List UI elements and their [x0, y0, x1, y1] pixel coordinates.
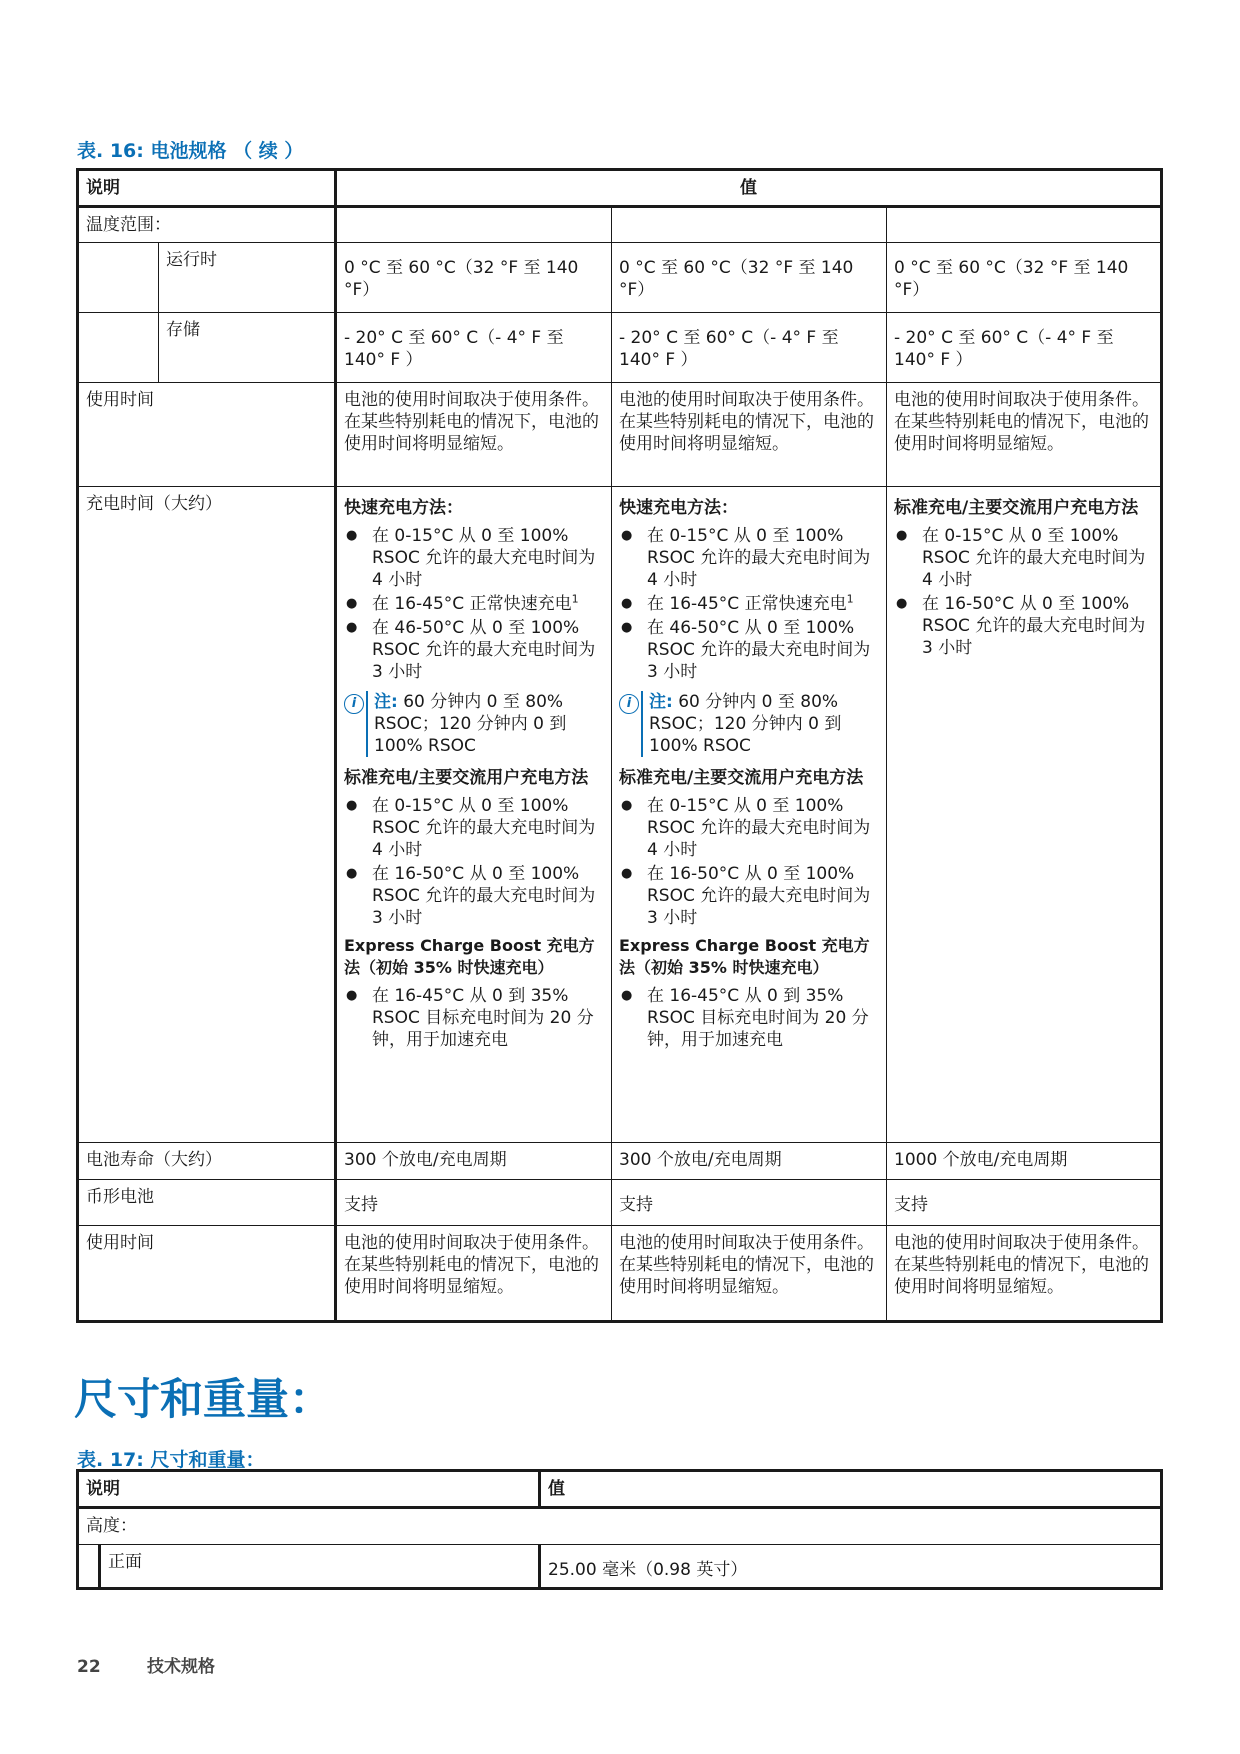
table-row	[78, 207, 1162, 243]
table-row	[78, 1508, 1162, 1545]
table-header-row	[78, 170, 1162, 207]
usage-time-value: 电池的使用时间取决于使用条件。在某些特别耗电的情况下，电池的使用时间将明显缩短。	[336, 383, 612, 487]
table-row	[78, 383, 1162, 487]
standard-charge-title: 标准充电/主要交流用户充电方法	[344, 768, 589, 788]
header-value: 值	[540, 1471, 1162, 1508]
charge-col-3	[887, 487, 1162, 1143]
usage-time-value: 电池的使用时间取决于使用条件。在某些特别耗电的情况下，电池的使用时间将明显缩短。	[887, 383, 1162, 487]
battery-life-value: 300 个放电/充电周期	[336, 1143, 612, 1180]
temp-range-label: 温度范围：	[78, 207, 336, 243]
note-box	[619, 691, 879, 757]
note-text: 60 分钟内 0 至 80% RSOC；120 分钟内 0 到 100% RSOC	[649, 692, 842, 756]
battery-spec-table	[76, 168, 1163, 1323]
battery-life-value: 300 个放电/充电周期	[612, 1143, 887, 1180]
dimensions-table	[76, 1469, 1163, 1590]
list-item: ● 在 46-50°C 从 0 至 100% RSOC 允许的最大充电时间为 3 小时	[619, 617, 879, 683]
usage-time-label: 使用时间	[78, 383, 336, 487]
table-header-row	[78, 1471, 1162, 1508]
list-item: ● 在 16-45°C 从 0 到 35% RSOC 目标充电时间为 20 分钟，用于加速充电	[619, 985, 879, 1051]
operating-value: 0 °C 至 60 °C（32 °F 至 140 °F）	[612, 243, 887, 313]
list-item: ● 在 0-15°C 从 0 至 100% RSOC 允许的最大充电时间为 4 小时	[619, 795, 879, 861]
list-item: ● 在 16-50°C 从 0 至 100% RSOC 允许的最大充电时间为 3 小时	[894, 593, 1153, 659]
page-number: 22	[77, 1657, 101, 1677]
footnote-mark: 1	[846, 592, 854, 606]
info-icon: i	[344, 694, 364, 714]
operating-value: 0 °C 至 60 °C（32 °F 至 140 °F）	[887, 243, 1162, 313]
table-row	[78, 1226, 1162, 1322]
section-title: 尺寸和重量：	[74, 1375, 332, 1425]
list-item: ● 在 46-50°C 从 0 至 100% RSOC 允许的最大充电时间为 3 小时	[344, 617, 604, 683]
table-16-caption: 表. 16: 电池规格 （ 续 ）	[77, 140, 304, 162]
note-title: 注:	[374, 692, 398, 712]
note-text: 60 分钟内 0 至 80% RSOC；120 分钟内 0 到 100% RSOC	[374, 692, 567, 756]
standard-charge-title: 标准充电/主要交流用户充电方法	[894, 498, 1139, 518]
list-item: ● 在 0-15°C 从 0 至 100% RSOC 允许的最大充电时间为 4 小时	[344, 525, 604, 591]
table-row	[78, 243, 1162, 313]
header-desc: 说明	[78, 1471, 540, 1508]
charge-col-2	[612, 487, 887, 1143]
list-item: ● 在 0-15°C 从 0 至 100% RSOC 允许的最大充电时间为 4 小时	[894, 525, 1153, 591]
list-item: ● 在 16-45°C 从 0 到 35% RSOC 目标充电时间为 20 分钟，用于加速充电	[344, 985, 604, 1051]
usage-time-value: 电池的使用时间取决于使用条件。在某些特别耗电的情况下，电池的使用时间将明显缩短。	[612, 383, 887, 487]
table-17-caption: 表. 17: 尺寸和重量：	[77, 1449, 265, 1471]
storage-label: 存储	[159, 313, 336, 383]
storage-value: - 20° C 至 60° C（- 4° F 至 140° F ）	[336, 313, 612, 383]
footer-section: 技术规格	[147, 1657, 215, 1677]
coin-cell-value: 支持	[887, 1180, 1162, 1226]
battery-life-label: 电池寿命（大约）	[78, 1143, 336, 1180]
coin-cell-value: 支持	[612, 1180, 887, 1226]
standard-charge-title: 标准充电/主要交流用户充电方法	[619, 768, 864, 788]
list-item: ● 在 16-50°C 从 0 至 100% RSOC 允许的最大充电时间为 3 小时	[344, 863, 604, 929]
usage-time-label: 使用时间	[78, 1226, 336, 1322]
coin-cell-value: 支持	[336, 1180, 612, 1226]
footnote-mark: 1	[571, 592, 579, 606]
operating-label: 运行时	[159, 243, 336, 313]
info-icon: i	[619, 694, 639, 714]
charge-time-label: 充电时间（大约）	[78, 487, 336, 1143]
table-row	[78, 1180, 1162, 1226]
storage-value: - 20° C 至 60° C（- 4° F 至 140° F ）	[612, 313, 887, 383]
list-item: ● 在 16-45°C 正常快速充电$^1$	[619, 593, 879, 615]
usage-time-value: 电池的使用时间取决于使用条件。在某些特别耗电的情况下，电池的使用时间将明显缩短。	[612, 1226, 887, 1322]
express-charge-title: Express Charge Boost 充电方法（初始 35% 时快速充电）	[344, 936, 595, 977]
fast-charge-title: 快速充电方法：	[619, 498, 738, 518]
list-item: ● 在 16-50°C 从 0 至 100% RSOC 允许的最大充电时间为 3 小时	[619, 863, 879, 929]
table-row	[78, 313, 1162, 383]
usage-time-value: 电池的使用时间取决于使用条件。在某些特别耗电的情况下，电池的使用时间将明显缩短。	[336, 1226, 612, 1322]
table-row	[78, 1143, 1162, 1180]
table-row	[78, 1545, 1162, 1589]
charge-col-1	[336, 487, 612, 1143]
page-footer	[77, 1652, 215, 1677]
coin-cell-label: 币形电池	[78, 1180, 336, 1226]
storage-value: - 20° C 至 60° C（- 4° F 至 140° F ）	[887, 313, 1162, 383]
list-item: ● 在 0-15°C 从 0 至 100% RSOC 允许的最大充电时间为 4 小时	[619, 525, 879, 591]
operating-value: 0 °C 至 60 °C（32 °F 至 140 °F）	[336, 243, 612, 313]
front-value: 25.00 毫米（0.98 英寸）	[540, 1545, 1162, 1589]
front-label: 正面	[100, 1545, 540, 1589]
battery-life-value: 1000 个放电/充电周期	[887, 1143, 1162, 1180]
note-box	[344, 691, 604, 757]
height-label: 高度：	[78, 1508, 1162, 1545]
list-item: ● 在 16-45°C 正常快速充电$^1$	[344, 593, 604, 615]
header-desc: 说明	[78, 170, 336, 207]
header-value: 值	[336, 170, 1162, 207]
fast-charge-title: 快速充电方法：	[344, 498, 463, 518]
express-charge-title: Express Charge Boost 充电方法（初始 35% 时快速充电）	[619, 936, 870, 977]
list-item: ● 在 0-15°C 从 0 至 100% RSOC 允许的最大充电时间为 4 小时	[344, 795, 604, 861]
usage-time-value: 电池的使用时间取决于使用条件。在某些特别耗电的情况下，电池的使用时间将明显缩短。	[887, 1226, 1162, 1322]
note-title: 注:	[649, 692, 673, 712]
table-row	[78, 487, 1162, 1143]
